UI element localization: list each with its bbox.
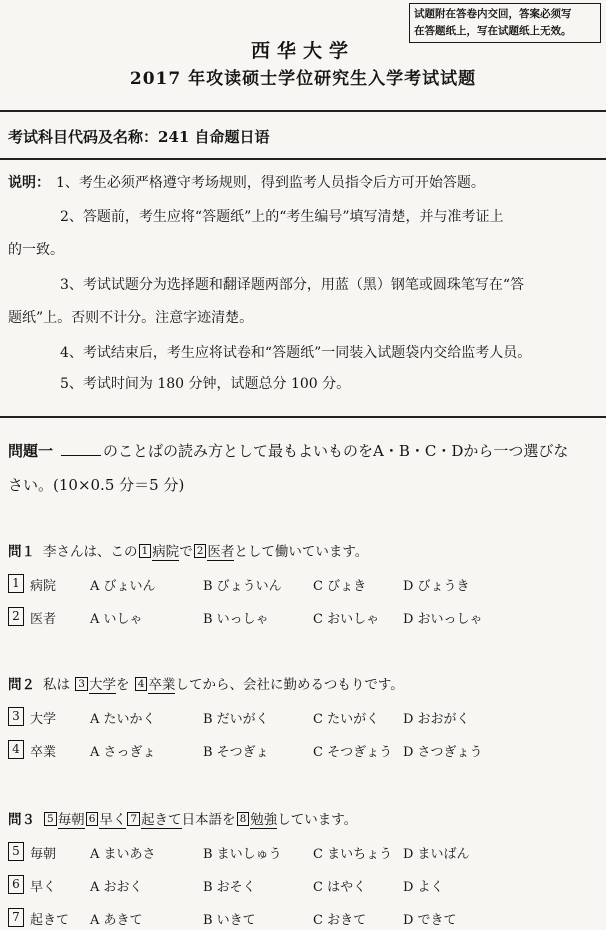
answer-option-b: B そつぎょ [203,745,269,760]
target-word: 大学 [30,712,57,727]
answer-option-c: C たいがく [313,712,380,727]
item-number-box: 3 [8,707,24,726]
answer-option-a: A びょいん [90,579,156,594]
answer-option-d: D びょうき [403,579,470,594]
sentence-text: として働いています。 [234,544,369,560]
instruction-1 [8,172,485,192]
instruction-3a: 3、考试试题分为选择题和翻译题两部分，用蓝（黑）钢笔或圆珠笔写在“答 [60,277,525,293]
question-3-sentence [8,808,357,828]
answer-option-d: D さつぎょう [403,745,483,760]
instructions-label: 说明： [8,175,50,191]
exam-title: 2017 年攻读硕士学位研究生入学考试试题 [129,69,477,89]
section1-instruction-2: さい。(10×0.5 分＝5 分) [8,476,185,494]
sentence-text: で [179,544,193,560]
sentence-text: しています。 [277,812,358,828]
item-marker: 4 [135,677,148,691]
answer-option-a: A おおく [90,880,143,895]
answer-option-c: C そつぎょう [313,745,393,760]
item-marker: 3 [75,677,88,691]
item-marker: 2 [194,544,207,558]
subject-label: 考试科目代码及名称： [8,128,159,146]
question-2-sentence [8,673,404,693]
sentence-text: 私は [43,677,75,693]
answer-option-b: B おそく [203,880,256,895]
instruction-1-text: 1、考生必须严格遵守考场规则，得到监考人员指令后方可开始答题。 [56,175,485,191]
item-marker: 8 [237,812,250,826]
sentence-text: 李さんは、この [43,544,138,560]
blank-underline [61,455,101,456]
instruction-5: 5、考试时间为 180 分钟，试题总分 100 分。 [60,376,351,392]
answer-option-d: D まいばん [403,847,470,862]
underlined-word: 勉強 [250,812,278,828]
target-word: 毎朝 [30,847,57,862]
notice-line-1: 试题附在答卷内交回，答案必须写 [414,8,572,20]
item-marker: 6 [86,812,99,826]
underlined-word: 医者 [207,544,235,560]
underlined-word: 毎朝 [57,812,85,828]
item-number-box: 2 [8,607,24,626]
instruction-2b: 的一致。 [8,242,64,258]
item-marker: 7 [127,812,140,826]
question-number: 問３ [8,812,35,828]
answer-option-b: B だいがく [203,712,269,727]
item-number-box: 1 [8,574,24,593]
answer-option-a: A さっぎょ [90,745,156,760]
underlined-word: 起きて [141,812,182,828]
answer-option-b: B まいしゅう [203,847,282,862]
sentence-text: 日本語を [181,812,236,828]
underlined-word: 大学 [88,677,116,693]
answer-option-c: C まいちょう [313,847,393,862]
university-name: 西华大学 [250,40,355,62]
instruction-3b: 题纸”上。否则不计分。注意字迹清楚。 [8,310,254,326]
section1-label: 問題一 [8,442,54,460]
instruction-4: 4、考试结束后，考生应将试卷和“答题纸”一同装入试题袋内交给监考人员。 [60,345,532,361]
target-word: 医者 [30,612,57,627]
item-number-box: 7 [8,908,24,927]
answer-option-b: B いきて [203,913,256,928]
question-1-sentence [8,540,368,560]
answer-option-a: A たいかく [90,712,156,727]
answer-option-a: A いしゃ [90,612,143,627]
subject-line [8,126,270,147]
underlined-word: 早く [99,812,127,828]
item-number-box: 5 [8,842,24,861]
answer-option-c: C おいしゃ [313,612,380,627]
answer-option-d: D おおがく [403,712,470,727]
divider-top [0,110,606,112]
question-number: 問２ [8,677,35,693]
answer-option-a: A まいあさ [90,847,156,862]
sentence-text: を [115,677,134,693]
item-number-box: 4 [8,740,24,759]
answer-option-d: D おいっしゃ [403,612,483,627]
underlined-word: 病院 [152,544,180,560]
item-number-box: 6 [8,875,24,894]
target-word: 早く [30,880,57,895]
question-number: 問１ [8,544,35,560]
item-marker: 1 [139,544,152,558]
subject-value: 241 自命题日语 [158,128,270,146]
section1-instruction-1: のことばの読み方として最もよいものをA・B・C・Dから一つ選びな [103,442,569,460]
answer-option-c: C はやく [313,880,367,895]
target-word: 卒業 [30,745,57,760]
divider-subject [0,158,606,160]
section1-heading [8,440,568,461]
answer-option-d: D できて [403,913,457,928]
answer-option-c: C びょき [313,579,367,594]
underlined-word: 卒業 [148,677,176,693]
answer-option-a: A あきて [90,913,143,928]
answer-option-c: C おきて [313,913,367,928]
sentence-text: してから、会社に勤めるつもりです。 [175,677,404,693]
target-word: 起きて [30,913,70,928]
target-word: 病院 [30,579,57,594]
notice-line-2: 在答题纸上，写在试题纸上无效。 [414,25,572,37]
instruction-2a: 2、答题前，考生应将“答题纸”上的“考生编号”填写清楚，并与准考证上 [60,209,504,225]
item-marker: 5 [44,812,57,826]
answer-option-b: B いっしゃ [203,612,269,627]
divider-instructions [0,416,606,418]
answer-option-d: D よく [403,880,444,895]
answer-option-b: B びょういん [203,579,282,594]
